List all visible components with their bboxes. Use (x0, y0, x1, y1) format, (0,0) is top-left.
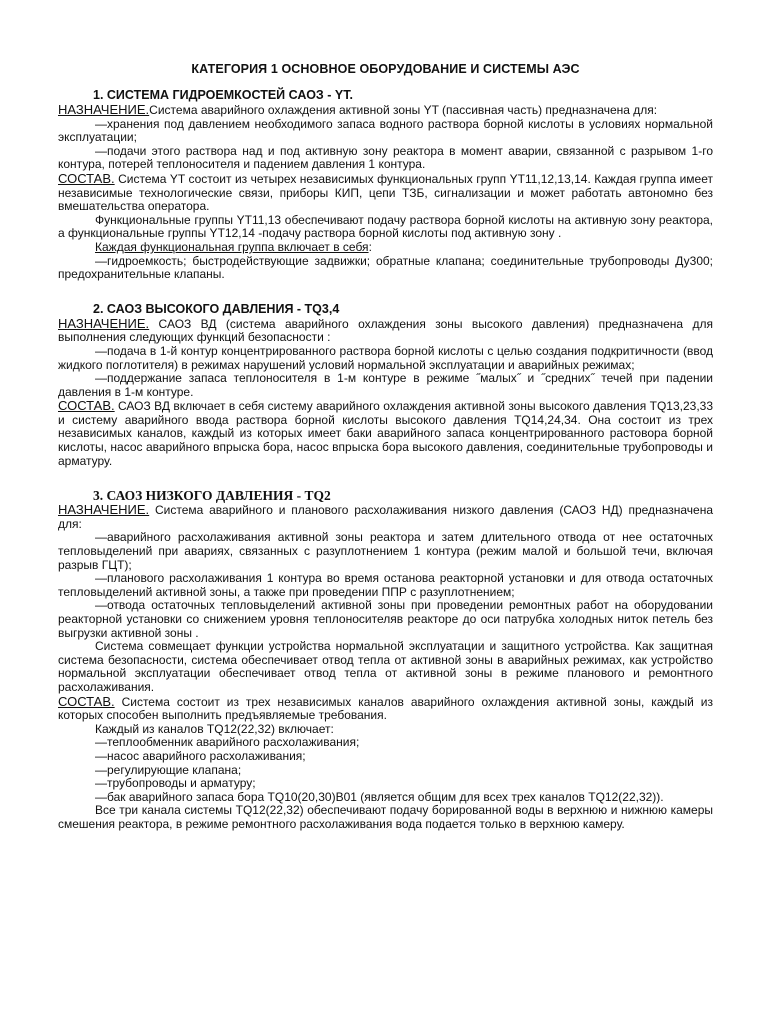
section-1-underlined-text: Каждая функциональная группа включает в себя (95, 239, 369, 254)
section-1-paragraph: —хранения под давлением необходимого запаса водного раствора борной кислоты в условиях нормальной эксплуатации; (58, 116, 713, 145)
section-3-paragraph: —планового расхолаживания 1 контура во время останова реакторной установки и для отвода остаточных тепловыделений активной зоны, а также при проведении ППР с разуплотнением; (58, 571, 713, 599)
section-3-title-code: TQ2 (304, 488, 331, 504)
section-3-list-item: —теплообменник аварийного расхолаживания; (95, 735, 360, 750)
document-title: КАТЕГОРИЯ 1 ОСНОВНОЕ ОБОРУДОВАНИЕ И СИСТЕМЫ АЭС (191, 62, 580, 76)
section-3-title-text: 3. САОЗ НИЗКОГО ДАВЛЕНИЯ - (93, 488, 305, 504)
section-1-lead-label: СОСТАВ. (58, 170, 115, 186)
section-1-paragraph (58, 103, 713, 118)
section-3-paragraph (58, 695, 713, 723)
section-1-paragraph: —подачи этого раствора над и под активную зону реактора в момент аварии, связанной с разрывом 1-го контура, потерей теплоносителя и падением давления 1 контура. (58, 143, 713, 172)
section-1-text: Система аварийного охлаждения активной зоны YT (пассивная часть) предназначена для: (149, 103, 658, 117)
section-3-list-item: —насос аварийного расхолаживания; (95, 748, 306, 763)
section-3-paragraph: —отвода остаточных тепловыделений активной зоны при проведении ремонтных работ на оборудовании реакторной установки со снижением уровня теплоносителяв реакторе до оси патрубка холодных ниток петель без выгрузки активной зоны . (58, 598, 713, 640)
section-3-list-item: —регулирующие клапана; (95, 762, 242, 777)
section-3-text: Система состоит из трех независимых каналов аварийного охлаждения активной зоны, каждый из которых способен выполнить предъявляемые требования. (58, 694, 713, 723)
section-1-paragraph: —гидроемкость; быстродействующие задвижки; обратные клапана; соединительные трубопроводы Ду300; предохранительные клапаны. (58, 253, 713, 282)
section-2-paragraph: —поддержание запаса теплоносителя в 1-м контуре в режиме ˝малых˝ и ˝средних˝ течей при падении давления в 1-м контуре. (58, 371, 713, 399)
section-3-list-item: —трубопроводы и арматуру; (95, 776, 256, 791)
section-3-paragraph: Каждый из каналов TQ12(22,32) включает: (95, 721, 334, 736)
section-1-paragraph (58, 172, 713, 214)
section-2-text: САОЗ ВД (система аварийного охлаждения зоны высокого давления) предназначена для выполнения следующих функций безопасности : (58, 316, 713, 345)
section-2-lead-label: СОСТАВ. (58, 398, 115, 414)
section-3-text: Система аварийного и планового расхолаживания низкого давления (САОЗ НД) предназначена для: (58, 503, 713, 531)
document-page (58, 62, 713, 832)
section-2-text: САОЗ ВД включает в себя систему аварийного охлаждения активной зоны высокого давления TQ13,23,33 и систему аварийного ввода раствора борной кислоты высокого давления TQ14,24,34. Она состоит из трех независимых каналов, каждый из которых имеет баки аварийного запаса концентрированного растовора борной кислоты, насос аварийного впрыска бора, насос впрыска бора высокого давления, соединительные трубопроводы и арматуру. (58, 399, 713, 468)
section-1-paragraph: Функциональные группы YT11,13 обеспечивают подачу раствора борной кислоты на активную зону реактора, а функциональные группы YT12,14 -подачу раствора борной кислоты под активную зону . (58, 212, 713, 241)
section-3-lead-label: НАЗНАЧЕНИЕ. (58, 502, 150, 518)
section-3-list-item: —бак аварийного запаса бора TQ10(20,30)B01 (является общим для всех трех каналов TQ12(22,32)). (95, 789, 664, 804)
section-3-paragraph: Все три канала системы TQ12(22,32) обеспечивают подачу борированной воды в верхнюю и нижнюю камеры смешения реактора, в режиме ремонтного расхолаживания вода подается только в верхнюю камеру. (58, 803, 713, 831)
section-3-paragraph: —аварийного расхолаживания активной зоны реактора и затем длительного отвода от нее остаточных тепловыделений при авариях, связанных с разуплотнением 1 контура (режим малой и большой течи, включая разрыв ГЦТ); (58, 530, 713, 572)
section-2-paragraph (58, 317, 713, 345)
section-2-paragraph: —подача в 1-й контур концентрированного раствора борной кислоты с целью создания подкритичности (ввод жидкого поглотителя) в режимах нарушений условий нормальной эксплуатации и аварийных режимах; (58, 343, 713, 372)
section-2-lead-label: НАЗНАЧЕНИЕ. (58, 315, 150, 331)
section-3-paragraph: Система совмещает функции устройства нормальной эксплуатации и защитного устройства. Как защитная система безопасности, система обеспечивает отвод тепла от активной зоны в аварийных режимах, как устройство нормальной эксплуатации обеспечивает отвод тепла от активной зоны в режиме планового и ремонтного расхолаживания. (58, 639, 713, 694)
section-3-paragraph (58, 503, 713, 531)
section-1-text: Система YT состоит из четырех независимых функциональных групп YT11,12,13,14. Каждая группа имеет независимые технологические связи, приборы КИП, цепи ТЗБ, сигнализации и может работать автономно без вмешательства оператора. (58, 171, 713, 214)
section-2-paragraph (58, 399, 713, 468)
section-1-title: 1. СИСТЕМА ГИДРОЕМКОСТЕЙ САОЗ - YT. (93, 88, 353, 102)
section-3-lead-label: СОСТАВ. (58, 693, 115, 709)
section-2-title: 2. САОЗ ВЫСОКОГО ДАВЛЕНИЯ - TQ3,4 (93, 301, 340, 316)
section-1-lead-label: НАЗНАЧЕНИЕ. (58, 102, 150, 117)
section-1-text: : (368, 239, 372, 254)
section-1-paragraph (58, 241, 713, 255)
section-3-title (58, 488, 713, 503)
